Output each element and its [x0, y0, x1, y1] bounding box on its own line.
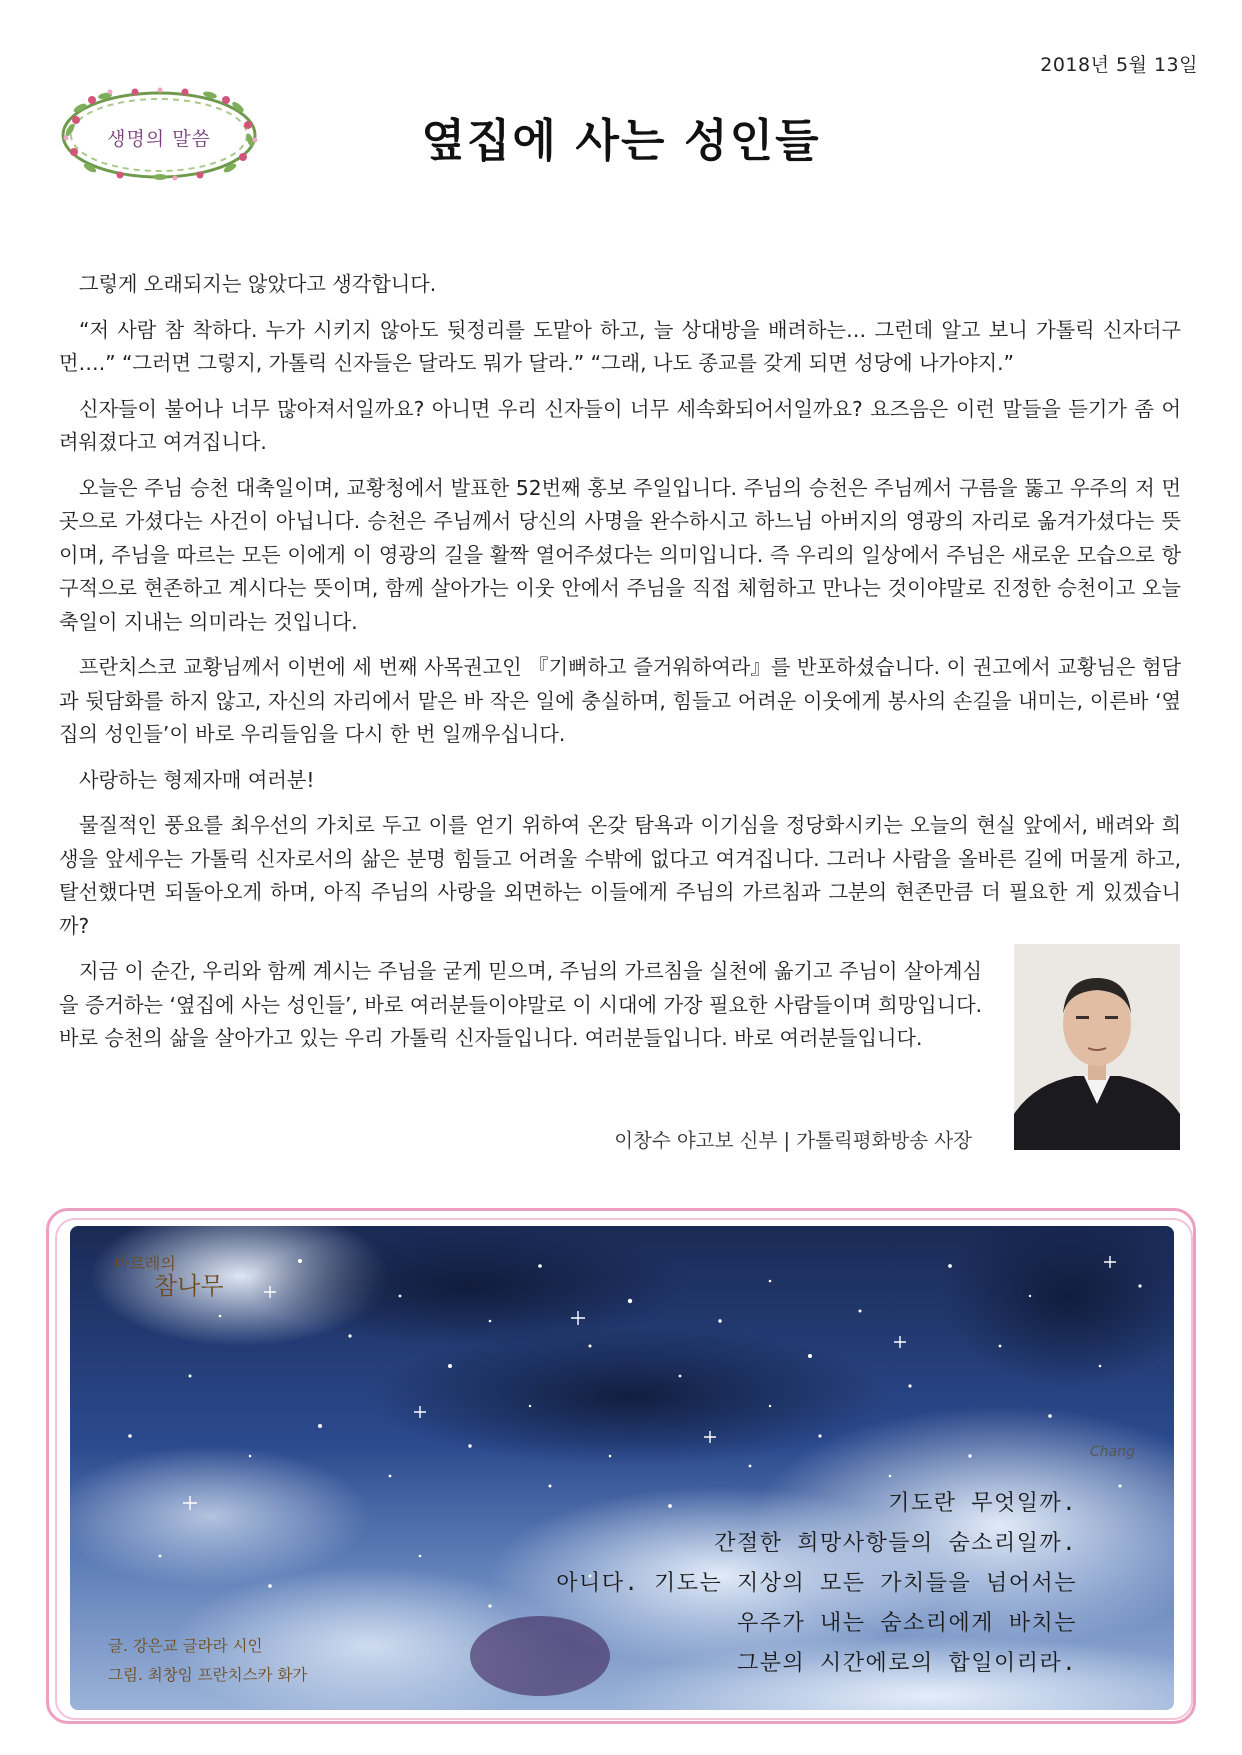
artwork-series-title: [114, 1253, 224, 1300]
page-title: 옆집에 사는 성인들: [421, 114, 821, 167]
paragraph: 물질적인 풍요를 최우선의 가치로 두고 이를 얻기 위하여 온갖 탐욕과 이기심을 정당화시키는 오늘의 현실 앞에서, 배려와 희생을 앞세우는 가톨릭 신자로서의 삶은 분명 힘들고 어려울 수밖에 없다고 여겨집니다. 그러나 사람을 올바른 길에 머물게 하고, 탈선했다면 되돌아오게 하며, 아직 주님의 사랑을 외면하는 이들에게 주님의 가르침과 그분의 현존만큼 더 필요한 게 있겠습니까?: [59, 813, 1181, 938]
poem-line: 그분의 시간에로의 합일이리라.: [736, 1651, 1077, 1676]
art-credit: 그림. 최창임 프란치스카 화가: [108, 1666, 308, 1684]
author-photo: [1014, 944, 1180, 1150]
paragraph: 그렇게 오래되지는 않았다고 생각합니다.: [79, 272, 437, 296]
series-big-label: 참나무: [154, 1272, 224, 1300]
poem-line: 우주가 내는 숨소리에게 바치는: [736, 1611, 1077, 1636]
poem-line: 기도란 무엇일까.: [888, 1491, 1077, 1516]
artwork-credits: [108, 1632, 307, 1690]
paragraph: 지금 이 순간, 우리와 함께 계시는 주님을 굳게 믿으며, 주님의 가르침을 실천에 옮기고 주님이 살아계심을 증거하는 ‘옆집에 사는 성인들’, 바로 여러분들이야말로 이 시대에 가장 필요한 사람들이며 희망입니다. 바로 승천의 삶을 살아가고 있는 우리 가톨릭 신자들입니다. 여러분들입니다. 바로 여러분들입니다.: [59, 959, 982, 1050]
poem-line: 간절한 희망사항들의 숨소리일까.: [714, 1531, 1077, 1556]
author-signature: 이창수 야고보 신부 | 가톨릭평화방송 사장: [614, 1129, 972, 1152]
article-body: [59, 268, 1181, 1068]
paragraph: “저 사람 참 착하다. 누가 시키지 않아도 뒷정리를 도맡아 하고, 늘 상대방을 배려하는… 그런데 알고 보니 가톨릭 신자더구먼….” “그러면 그렇지, 가톨릭 신자들은 달라도 뭐가 달라.” “그래, 나도 종교를 갖게 되면 성당에 나가야지.”: [59, 317, 1181, 375]
paragraph: 오늘은 주님 승천 대축일이며, 교황청에서 발표한 52번째 홍보 주일입니다. 주님의 승천은 주님께서 구름을 뚫고 우주의 저 먼 곳으로 가셨다는 사건이 아닙니다. 승천은 주님께서 당신의 사명을 완수하시고 하느님 아버지의 영광의 자리로 옮겨가셨다는 뜻이며, 주님을 따르는 모든 이에게 이 영광의 길을 활짝 열어주셨다는 의미입니다. 즉 우리의 일상에서 주님은 새로운 모습으로 항구적으로 현존하고 계시다는 뜻이며, 함께 살아가는 이웃 안에서 주님을 직접 체험하고 만나는 것이야말로 진정한 승천이고 오늘 축일이 지내는 의미라는 것입니다.: [59, 475, 1181, 634]
series-small-label: 마르레의: [114, 1254, 176, 1273]
issue-date: 2018년 5월 13일: [1040, 54, 1198, 76]
painter-signature: Chang: [1090, 1444, 1135, 1460]
paragraph: 신자들이 불어나 너무 많아져서일까요? 아니면 우리 신자들이 너무 세속화되어서일까요? 요즈음은 이런 말들을 듣기가 좀 어려워졌다고 여겨집니다.: [59, 396, 1181, 454]
text-credit: 글. 강은교 글라라 시인: [108, 1637, 263, 1655]
wreath-label: 생명의 말씀: [107, 128, 211, 150]
poem-line: 아니다. 기도는 지상의 모든 가치들을 넘어서는: [556, 1571, 1077, 1596]
poem: [556, 1484, 1077, 1684]
paragraph: 프란치스코 교황님께서 이번에 세 번째 사목권고인 『기뻐하고 즐거워하여라』를 반포하셨습니다. 이 권고에서 교황님은 험담과 뒷담화를 하지 않고, 자신의 자리에서 맡은 바 작은 일에 충실하며, 힘들고 어려운 이웃에게 봉사의 손길을 내미는, 이른바 ‘옆집의 성인들’이 바로 우리들임을 다시 한 번 일깨우십니다.: [59, 655, 1181, 746]
paragraph: 사랑하는 형제자매 여러분!: [79, 767, 315, 792]
